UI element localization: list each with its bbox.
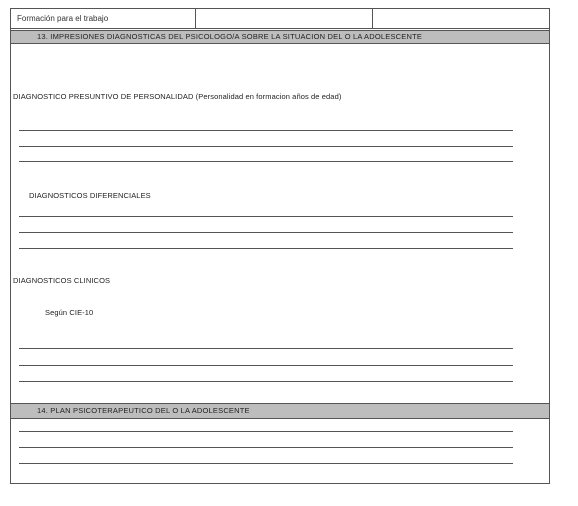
plan-line-1[interactable] [19, 431, 513, 432]
training-extra-cell[interactable] [373, 9, 549, 28]
clinicos-label: DIAGNOSTICOS CLINICOS [13, 276, 111, 285]
diferenciales-line-3[interactable] [19, 248, 513, 249]
section-13-header: 13. IMPRESIONES DIAGNOSTICAS DEL PSICOLOGO/A SOBRE LA SITUACION DEL O LA ADOLESCENTE [11, 30, 549, 44]
diferenciales-line-2[interactable] [19, 232, 513, 233]
cie10-label: Según CIE-10 [45, 308, 94, 317]
clinicos-line-1[interactable] [19, 348, 513, 349]
diferenciales-label: DIAGNOSTICOS DIFERENCIALES [29, 191, 151, 200]
training-row [11, 9, 549, 29]
presuntivo-line-3[interactable] [19, 161, 513, 162]
plan-line-3[interactable] [19, 463, 513, 464]
form-frame [10, 8, 550, 484]
training-label-cell: Formación para el trabajo [11, 9, 196, 28]
plan-line-2[interactable] [19, 447, 513, 448]
presuntivo-line-1[interactable] [19, 130, 513, 131]
clinicos-line-2[interactable] [19, 365, 513, 366]
diferenciales-line-1[interactable] [19, 216, 513, 217]
presuntivo-label: DIAGNOSTICO PRESUNTIVO DE PERSONALIDAD (Personalidad en formacion años de edad) [13, 92, 342, 101]
section-14-header: 14. PLAN PSICOTERAPEUTICO DEL O LA ADOLESCENTE [11, 403, 549, 419]
clinicos-line-3[interactable] [19, 381, 513, 382]
training-value-cell[interactable] [196, 9, 374, 28]
presuntivo-line-2[interactable] [19, 146, 513, 147]
